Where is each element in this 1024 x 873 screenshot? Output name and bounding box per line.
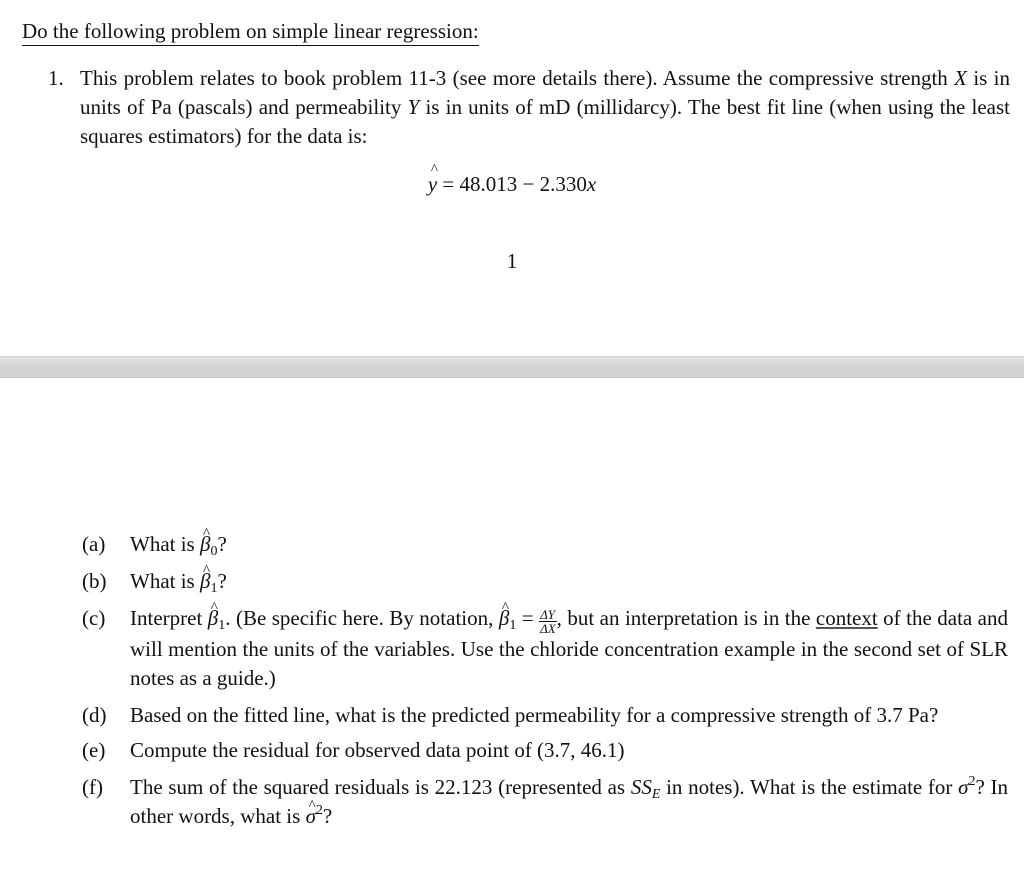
variable-y: Y	[407, 95, 420, 119]
question-e	[82, 736, 1008, 765]
eq-sign: =	[437, 172, 460, 196]
question-label: (f)	[82, 775, 103, 799]
page-heading: Do the following problem on simple linear regression:	[22, 18, 479, 46]
question-label: (e)	[82, 738, 106, 762]
question-text: ? In other words, what is	[130, 775, 1009, 828]
minus-sign: −	[517, 172, 540, 196]
subscript: 0	[210, 544, 218, 559]
question-text: What is	[130, 532, 200, 556]
superscript: 2	[315, 803, 323, 818]
question-text: . (Be specific here. By notation,	[225, 606, 499, 630]
eq-sign: =	[516, 606, 540, 630]
y-hat: ^ y	[428, 172, 437, 197]
problem-text-3: is in units of mD (millidarcy). The best fit line (when using the least squares estimators) for the data is:	[80, 95, 1011, 148]
variable-x: X	[954, 66, 967, 90]
question-label: (c)	[82, 606, 106, 630]
problem-text-2: is in units of Pa (pascals) and permeability	[80, 66, 1011, 119]
beta-hat: ^ β	[200, 530, 210, 559]
question-text: in notes). What is the estimate for	[660, 775, 959, 799]
problem-text	[80, 64, 1010, 151]
question-mark: ?	[217, 532, 227, 556]
question-text: The sum of the squared residuals is 22.123 (represented as	[130, 775, 631, 799]
sse-symbol: SS	[630, 775, 652, 799]
fraction-denominator: ΔX	[540, 621, 556, 636]
question-a	[82, 530, 1008, 559]
question-text: Compute the residual for observed data point of (3.7, 46.1)	[130, 738, 625, 762]
question-label: (d)	[82, 703, 107, 727]
question-text: , but an interpretation is in the	[556, 606, 816, 630]
problem-number: 1.	[48, 66, 64, 90]
problem-text-1: This problem relates to book problem 11-3 (see more details there). Assume the compressive strength	[80, 66, 955, 90]
sigma-hat: ^ σ	[306, 802, 316, 831]
question-text: of the data and will mention the units of the variables. Use the chloride concentration example in the second set of SLR notes as a guide.)	[130, 606, 1009, 690]
slope: 2.330	[539, 172, 587, 196]
question-label: (a)	[82, 532, 106, 556]
beta-hat: ^ β	[200, 567, 210, 596]
subscript: 1	[218, 618, 226, 633]
question-b	[82, 567, 1008, 596]
fraction-numerator: ΔY	[540, 607, 555, 622]
superscript: 2	[968, 774, 976, 789]
question-text: Based on the fitted line, what is the predicted permeability for a compressive strength of 3.7 Pa?	[130, 703, 939, 727]
intercept: 48.013	[459, 172, 518, 196]
page-break-divider	[0, 356, 1024, 378]
page-number: 1	[506, 249, 518, 273]
question-text: What is	[130, 569, 200, 593]
question-f	[82, 773, 1008, 831]
subscript: 1	[509, 618, 517, 633]
sse-subscript: E	[651, 787, 661, 802]
sigma: σ	[958, 775, 969, 799]
beta-hat: ^ β	[208, 604, 218, 633]
sub-questions	[82, 530, 1008, 831]
question-d	[82, 701, 1008, 730]
subscript: 1	[210, 581, 218, 596]
question-c	[82, 604, 1008, 693]
regression-equation	[0, 172, 1024, 197]
question-text: Interpret	[130, 606, 208, 630]
question-mark: ?	[217, 569, 227, 593]
delta-fraction	[539, 608, 557, 635]
beta-hat: ^ β	[499, 604, 509, 633]
problem-1	[48, 64, 1010, 151]
underlined-context: context	[815, 606, 878, 630]
question-label: (b)	[82, 569, 107, 593]
question-mark: ?	[322, 804, 333, 828]
var-x: x	[586, 172, 597, 196]
